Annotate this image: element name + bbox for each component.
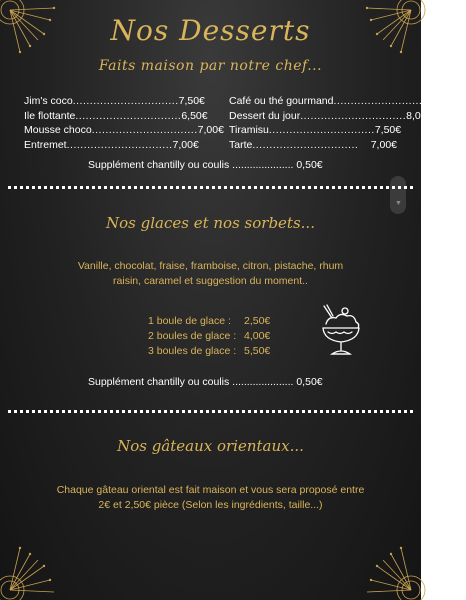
menu-item-price: 6,50€ [181,109,208,122]
scoop-row [148,314,270,329]
section-title-glaces: Nos glaces et nos sorbets... [106,214,315,232]
menu-item-name: Entremet [24,138,67,151]
menu-item [24,138,199,153]
scroll-handle[interactable] [390,176,406,214]
menu-item [24,123,224,138]
chevron-down-icon: ▼ [395,200,402,207]
menu-item-leader: ............................... [72,95,179,107]
page-subtitle: Faits maison par notre chef... [98,58,323,74]
scoops-price-list [148,314,270,359]
scoop-price: 4,00€ [244,330,271,342]
menu-item-price: 7,50€ [178,95,205,107]
glaces-supplement: Supplément chantilly ou coulis ..................... 0,50€ [88,376,323,388]
gateaux-description [30,483,391,513]
section-divider [8,410,413,413]
gateaux-line: 2€ et 2,50€ pièce (Selon les ingrédients, taille...) [98,499,323,511]
menu-item [229,94,466,109]
menu-item-leader: ............................... [75,109,182,122]
page-title: Nos Desserts [110,14,311,47]
section-divider [8,186,413,189]
menu-item-name: Tiramisu [229,124,269,136]
menu-item [229,123,402,138]
flavors-line: raisin, caramel et suggestion du moment.. [113,275,308,287]
desserts-right-column [229,94,466,152]
scoop-label: 3 boules de glace : [148,345,237,357]
gateaux-line: Chaque gâteau oriental est fait maison et vous sera proposé entre [56,484,365,496]
menu-item-price: 8,00€ [406,109,433,122]
scoop-price: 2,50€ [244,315,271,327]
menu-item-leader: ............................... [268,124,375,136]
menu-item [24,109,208,124]
menu-item-leader: ............................... [300,109,407,122]
desserts-left-column [24,94,224,152]
menu-item [229,109,433,124]
menu-item-leader: ............................... [66,138,173,151]
flavors-line: Vanille, chocolat, fraise, framboise, citron, pistache, rhum [77,260,344,272]
glaces-flavors [30,259,391,289]
menu-item-name: Ile flottante [24,109,76,122]
menu-item-name: Café ou thé gourmand [229,95,334,107]
menu-item-leader: ............................... [91,124,198,136]
menu-item-price: 7,00€ [197,124,224,136]
scoop-label: 2 boules de glace : [148,330,237,342]
sun-ornament-icon [0,540,60,600]
menu-item [229,138,397,153]
scoop-row [148,344,270,359]
menu-item [24,94,205,109]
menu-item-leader: ............................... [252,138,359,151]
section-title-gateaux: Nos gâteaux orientaux... [117,437,304,455]
menu-item-price: 7,00€ [172,138,199,151]
menu-item-name: Mousse choco [24,124,92,136]
ice-cream-sundae-icon [318,302,364,358]
menu-item-name: Dessert du jour [229,109,301,122]
menu-item-name: Jim's coco [24,95,73,107]
desserts-supplement: Supplément chantilly ou coulis ..................... 0,50€ [88,159,323,171]
sun-ornament-icon [361,540,421,600]
scoop-label: 1 boule de glace : [148,315,231,327]
menu-item-price: 7,50€ [374,124,402,136]
scoop-row [148,329,270,344]
menu-item-leader: ............................... [333,95,440,107]
menu-item-price: 7,00€ [370,138,397,151]
menu-item-name: Tarte [229,138,253,151]
menu-item-price: 9,50€ [439,95,466,107]
scoop-price: 5,50€ [244,345,271,357]
